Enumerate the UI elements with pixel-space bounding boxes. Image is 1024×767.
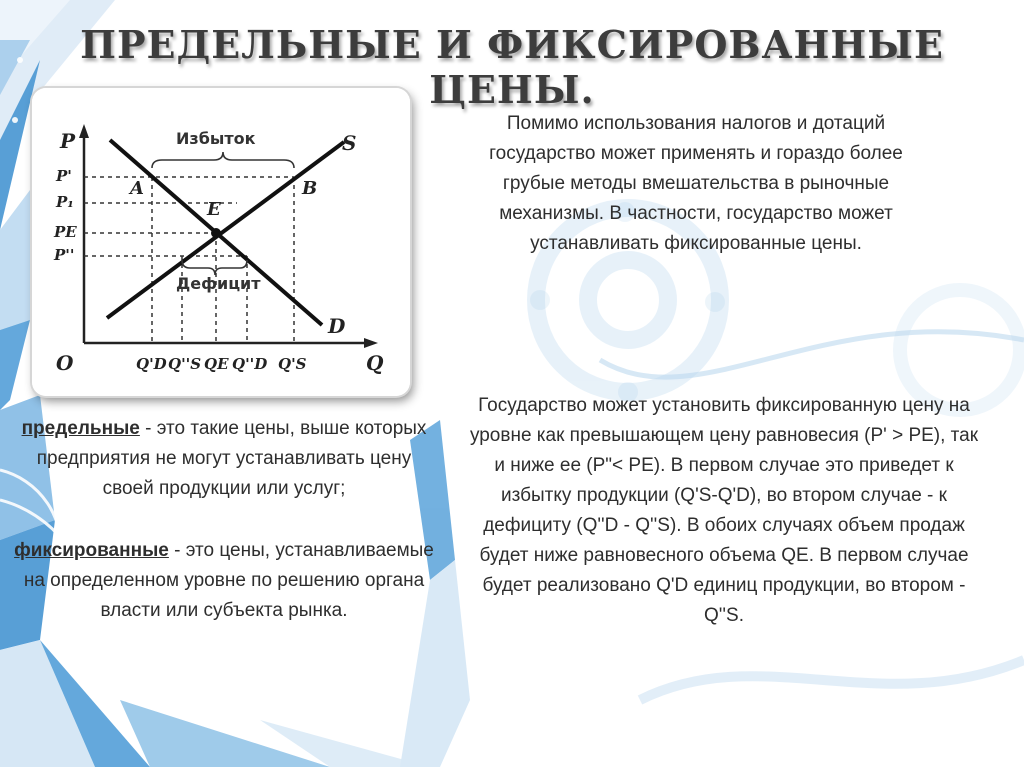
x-tick-q-prime-d: Q'D xyxy=(136,355,167,373)
point-e-label: E xyxy=(207,199,221,220)
slide-title: ПРЕДЕЛЬНЫЕ И ФИКСИРОВАННЫЕ ЦЕНЫ. xyxy=(80,22,944,112)
y-tick-pe: PE xyxy=(54,223,77,241)
x-axis-label: Q xyxy=(366,351,384,375)
y-tick-p1: P₁ xyxy=(56,193,74,211)
marginal-text: - это такие цены, выше которых предприятия не могут устанавливать цену своей продукции или услуг; xyxy=(36,418,427,499)
point-b-label: B xyxy=(302,178,318,199)
supply-demand-figure xyxy=(32,88,410,396)
detail-paragraph: Государство может установить фиксированную цену на уровне как превышающем цену равновесия (P' > PE), так и ниже ее (P"< PE). В первом случае это приведет к избытку продукции (Q'S-Q'D), во втором случае - к дефициту (Q''D - Q''S). В обоих случаях объем продаж будет ниже равновесного объема QE. В первом случае будет реализовано Q'D единиц продукции, во втором - Q''S. xyxy=(469,395,979,626)
y-tick-p-prime: P' xyxy=(56,167,72,185)
fixed-definition xyxy=(14,536,434,626)
demand-label: D xyxy=(328,314,346,338)
x-tick-q-prime-s: Q'S xyxy=(278,355,307,373)
definition-spacer xyxy=(14,504,434,536)
x-tick-q-double-d: Q''D xyxy=(232,355,268,373)
fixed-text: - это цены, устанавливаемые на определенном уровне по решению органа власти или субъекта рынка. xyxy=(23,540,434,621)
marginal-definition xyxy=(14,414,434,504)
supply-demand-diagram xyxy=(32,88,410,396)
marginal-term: предельные xyxy=(21,418,140,439)
y-tick-p-double: P'' xyxy=(54,246,75,264)
y-axis-label: P xyxy=(60,129,76,153)
surplus-label: Избыток xyxy=(176,129,256,148)
x-tick-q-double-s: Q''S xyxy=(168,355,202,373)
fixed-term: фиксированные xyxy=(14,540,169,561)
intro-paragraph: Помимо использования налогов и дотаций государство может применять и гораздо более грубые методы вмешательства в рыночные механизмы. В частности, государство может устанавливать фиксированные цены. xyxy=(489,113,903,254)
origin-label: O xyxy=(56,351,74,375)
supply-label: S xyxy=(342,131,357,155)
deficit-label: Дефицит xyxy=(176,274,261,293)
x-tick-qe: QE xyxy=(204,355,229,373)
definitions-block xyxy=(14,414,434,626)
point-a-label: A xyxy=(130,178,144,199)
equilibrium-point xyxy=(211,228,221,238)
